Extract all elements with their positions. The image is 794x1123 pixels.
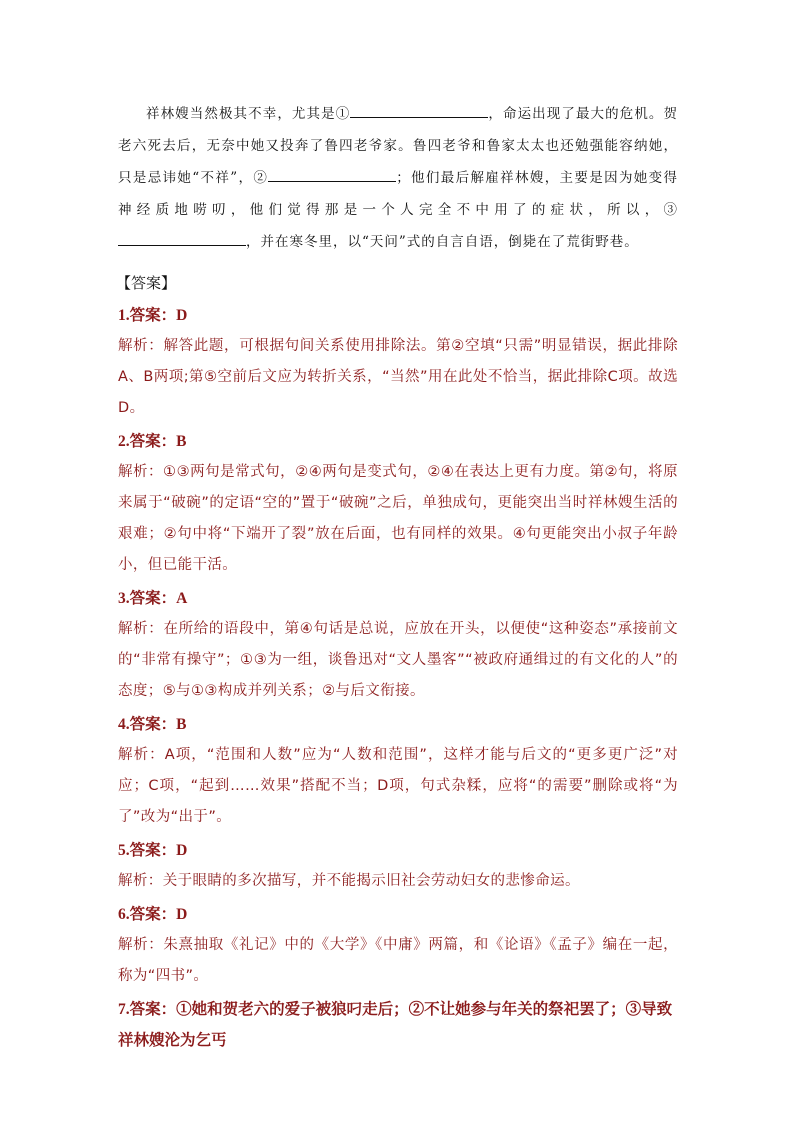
blank-line-1 xyxy=(350,101,488,118)
answer-label: 6.答案：D xyxy=(118,906,188,923)
blank-marker-2: ② xyxy=(253,170,269,186)
answer-item-6 xyxy=(118,899,678,992)
answer-label: 1.答案：D xyxy=(118,307,188,324)
answer-item-3 xyxy=(118,583,678,707)
blank-marker-3: ③ xyxy=(663,202,678,218)
blank-marker-1: ① xyxy=(335,106,351,122)
answer-item-5 xyxy=(118,835,678,897)
answer-explanation: 解析：关于眼睛的多次描写，并不能揭示旧社会劳动妇女的悲惨命运。 xyxy=(118,873,580,889)
answer-item-2 xyxy=(118,426,678,581)
answer-explanation: 解析：A项，“范围和人数”应为“人数和范围”，这样才能与后文的“更多更广泛”对应；C项，“起到……效果”搭配不当；D项，句式杂糅，应将“的需要”删除或将“为了”改为“出于”。 xyxy=(118,747,678,825)
document-content xyxy=(118,98,678,1056)
answer-explanation: 解析：解答此题，可根据句间关系使用排除法。第②空填“只需”明显错误，据此排除A、B两项;第⑤空前后文应为转折关系，“当然”用在此处不恰当，据此排除C项。故选D。 xyxy=(118,338,678,416)
answer-header: 【答案】 xyxy=(116,274,177,292)
intro-text-4: ，并在寒冬里，以“天问”式的自言自语，倒毙在了荒街野巷。 xyxy=(246,234,639,250)
answer-item-1 xyxy=(118,300,678,424)
answer-label: 7.答案：①她和贺老六的爱子被狼叼走后；②不让她参与年关的祭祀罢了；③导致祥林嫂沦为乞丐 xyxy=(118,1001,673,1049)
answer-explanation: 解析：朱熹抽取《礼记》中的《大学》《中庸》两篇，和《论语》《孟子》编在一起，称为“四书”。 xyxy=(118,937,678,984)
answer-item-7 xyxy=(118,994,678,1056)
blank-line-2 xyxy=(268,165,396,182)
answer-label: 4.答案：B xyxy=(118,716,187,733)
answer-label: 5.答案：D xyxy=(118,842,188,859)
intro-text-1: 祥林嫂当然极其不幸，尤其是 xyxy=(146,106,336,122)
answer-item-4 xyxy=(118,709,678,833)
intro-text-2: ，命运出现了最大的危机。贺老六死去后，无奈中她又投奔了鲁四老爷家。鲁四老爷和鲁家太太也还勉强能容纳她，只是忌讳她“不祥”， xyxy=(118,106,679,186)
answer-explanation: 解析：在所给的语段中，第④句话是总说，应放在开头，以便使“这种姿态”承接前文的“非常有操守”；①③为一组，谈鲁迅对“文人墨客”“被政府通缉过的有文化的人”的态度；⑤与①③构成并列关系；②与后文衔接。 xyxy=(118,621,678,699)
answer-explanation: 解析：①③两句是常式句，②④两句是变式句，②④在表达上更有力度。第②句，将原来属于“破碗”的定语“空的”置于“破碗”之后，单独成句，更能突出当时祥林嫂生活的艰难；②句中将“下端开了裂”放在后面，也有同样的效果。④句更能突出小叔子年龄小，但已能干活。 xyxy=(118,464,678,573)
answer-label: 3.答案：A xyxy=(118,590,188,607)
intro-text-3: ；他们最后解雇祥林嫂，主要是因为她变得神经质地唠叨，他们觉得那是一个人完全不中用了的症状，所以， xyxy=(118,170,679,218)
intro-paragraph xyxy=(118,98,678,258)
blank-line-3 xyxy=(118,229,246,246)
answer-label: 2.答案：B xyxy=(118,433,187,450)
